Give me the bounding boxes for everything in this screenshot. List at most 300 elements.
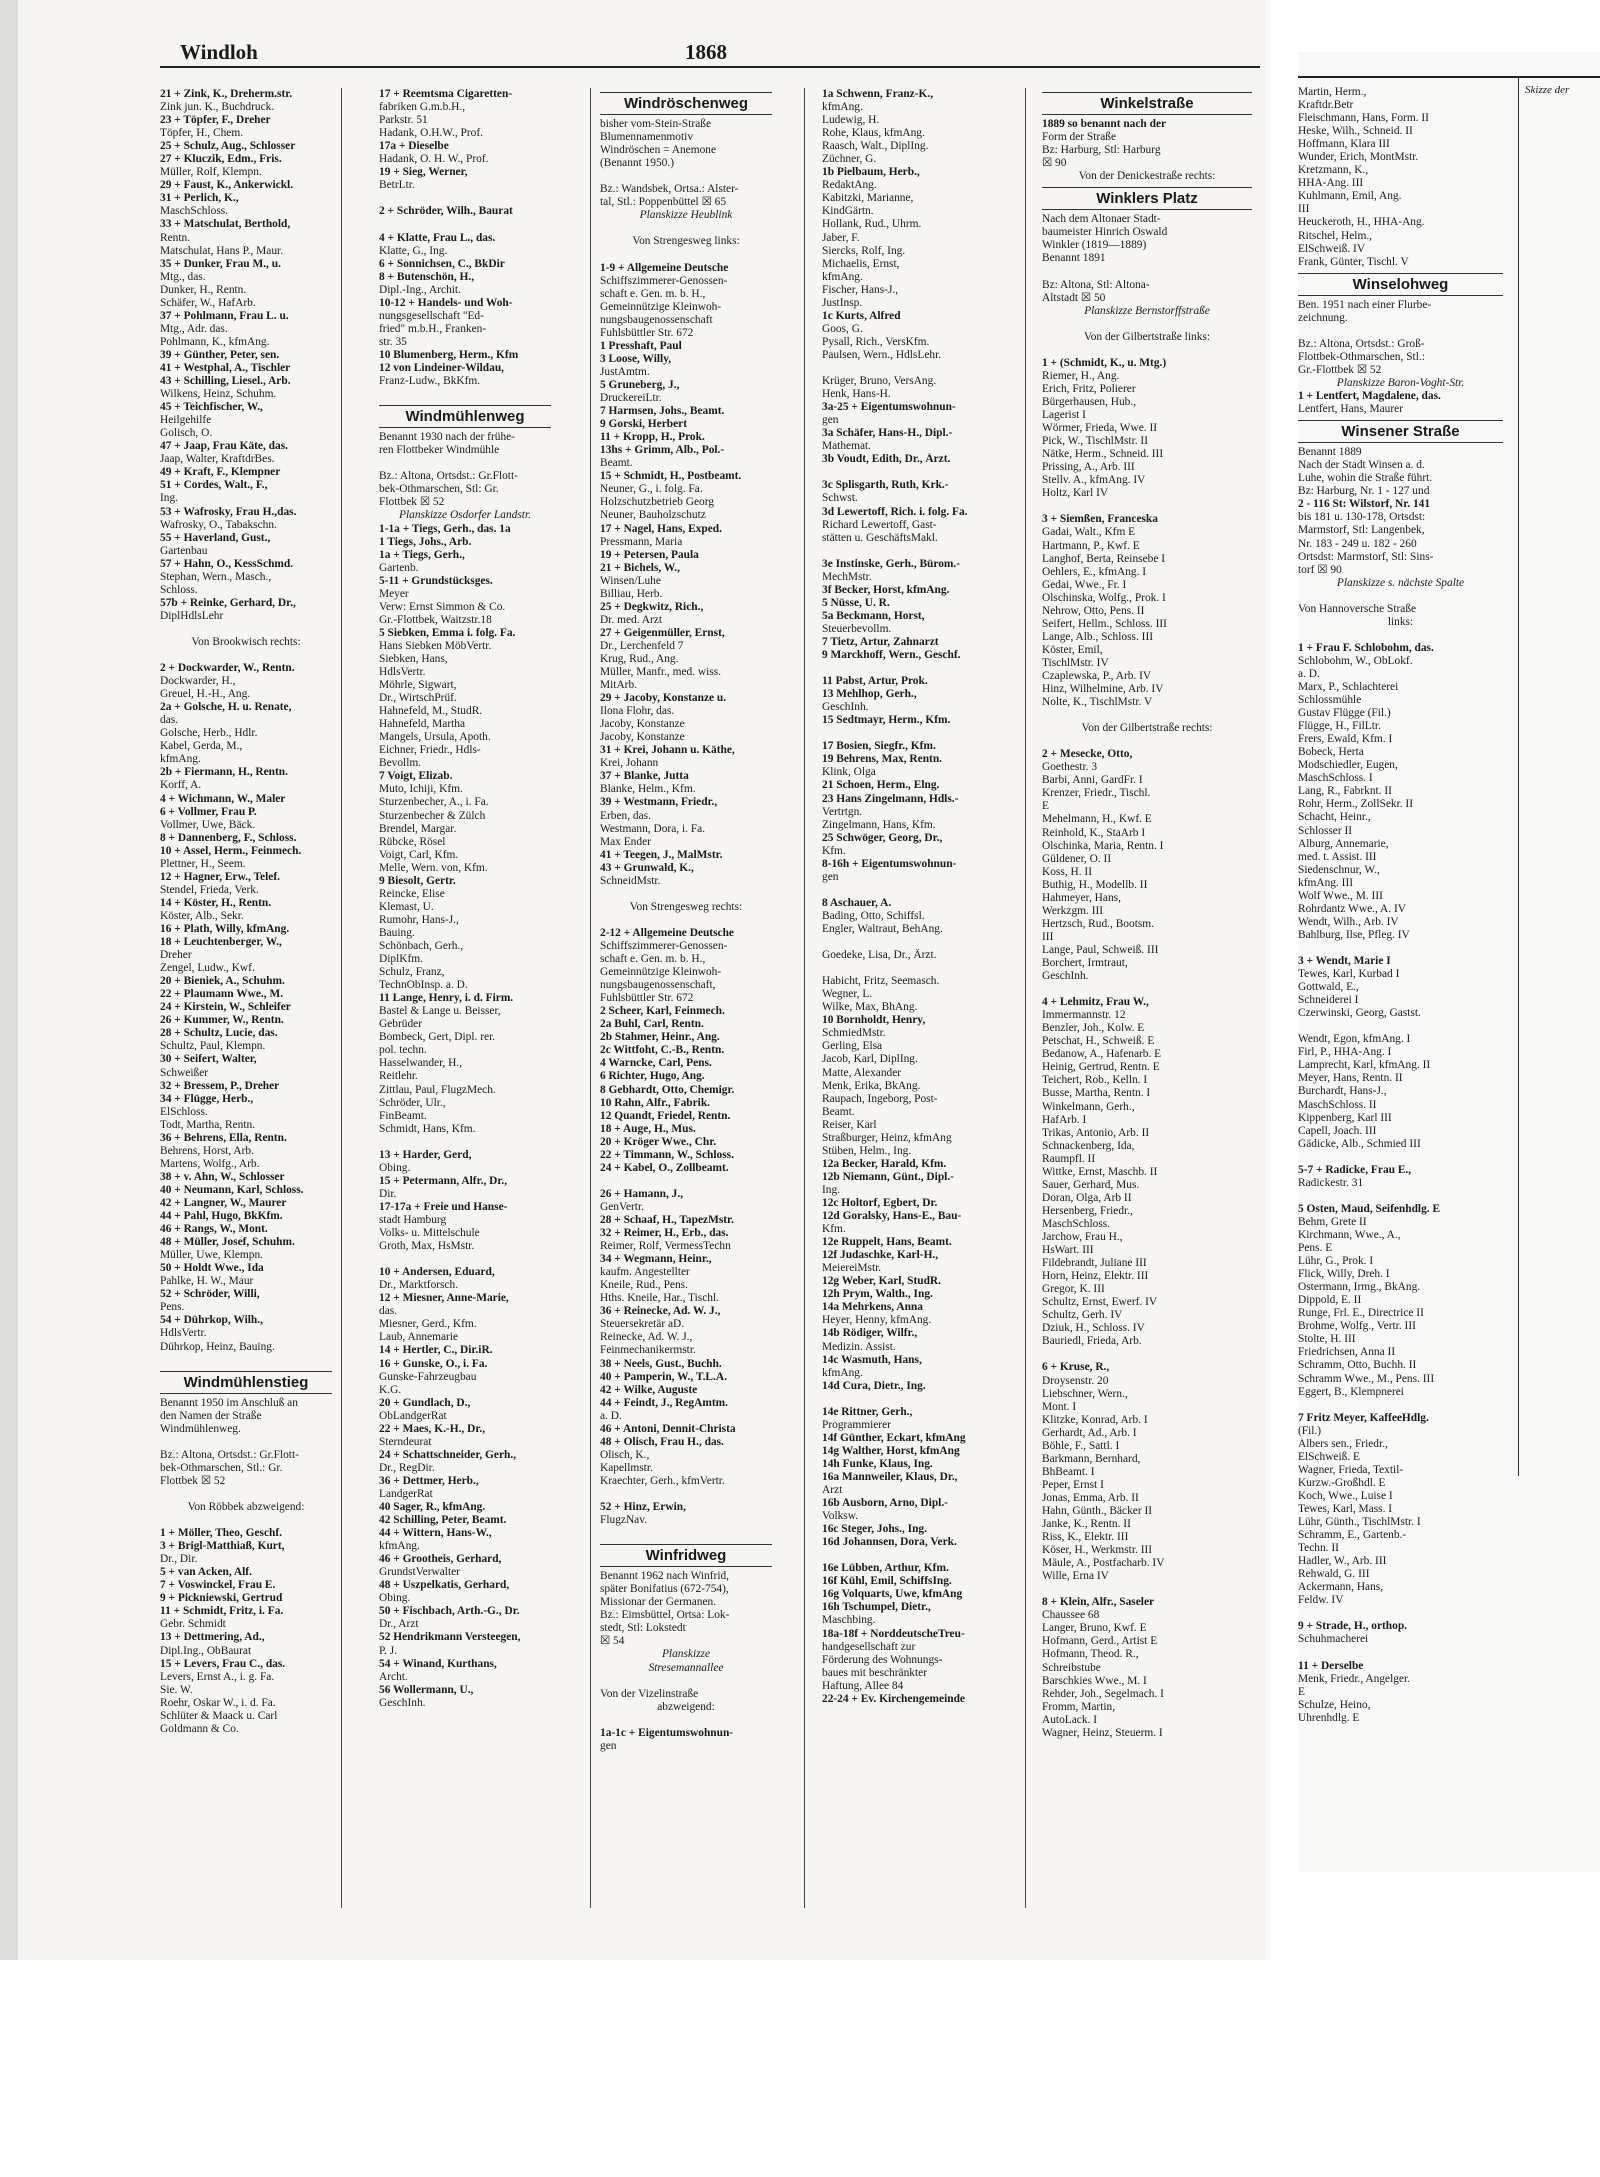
- page-number: 1868: [685, 40, 727, 64]
- directory-line: Ritschel, Helm.,: [1298, 229, 1373, 242]
- directory-line: 9 Gorski, Herbert: [600, 418, 687, 431]
- directory-line: Wafrosky, O., Tabakschn.: [160, 518, 277, 531]
- directory-line: 31 + Krei, Johann u. Käthe,: [600, 744, 735, 757]
- directory-line: Töpfer, H., Chem.: [160, 127, 244, 140]
- directory-line: Werkzgm. III: [1042, 904, 1104, 917]
- directory-line: Obing.: [379, 1161, 411, 1174]
- directory-line: Czaplewska, P., Arb. IV: [1042, 669, 1152, 682]
- directory-line: Mathemat.: [822, 440, 872, 453]
- directory-line: Gartenbau: [160, 544, 208, 557]
- directory-line: Richard Lewertoff, Gast-: [822, 518, 937, 531]
- directory-line: 12g Weber, Karl, StudR.: [822, 1275, 941, 1288]
- directory-line: Bauriedl, Frieda, Arb.: [1042, 1335, 1142, 1348]
- directory-line: 21 + Zink, K., Dreherm.str.: [160, 88, 293, 100]
- directory-line: Hadank, O.H.W., Prof.: [379, 127, 483, 140]
- directory-line: Gunske-Fahrzeugbau: [379, 1370, 477, 1383]
- directory-line: Sturzenbecher & Zülch: [379, 809, 486, 822]
- directory-line: 16a Mannweiler, Klaus, Dr.,: [822, 1470, 958, 1483]
- directory-line: (Fil.): [1298, 1424, 1322, 1437]
- directory-line: SchmiedMstr.: [822, 1027, 886, 1040]
- directory-line: Dr., WirtschPrüf.: [379, 692, 457, 705]
- directory-line: Pahlke, H. W., Maur: [160, 1275, 254, 1288]
- directory-line: 51 + Cordes, Walt., F.,: [160, 479, 268, 492]
- directory-line: 12c Holtorf, Egbert, Dr.: [822, 1196, 938, 1209]
- directory-line: Flottbek ☒ 52: [379, 496, 445, 509]
- directory-line: 6 Richter, Hugo, Ang.: [600, 1070, 705, 1083]
- directory-line: 28 + Schaaf, H., TapezMstr.: [600, 1213, 734, 1226]
- directory-line: 3 + Siemßen, Franceska: [1042, 513, 1158, 526]
- directory-line: 7 Harmsen, Johs., Beamt.: [600, 405, 725, 418]
- directory-line: Flick, Willy, Dreh. I: [1298, 1268, 1390, 1281]
- directory-line: 15 Sedtmayr, Herm., Kfm.: [822, 714, 951, 727]
- page-title: Windloh: [180, 40, 258, 64]
- directory-line: 5a Beckmann, Horst,: [822, 609, 925, 622]
- directory-line: 11 + Kropp, H., Prok.: [600, 431, 705, 444]
- directory-line: Neuner, G., i. folg. Fa.: [600, 483, 703, 496]
- directory-line: Nach dem Altonaer Stadt-: [1042, 213, 1161, 226]
- directory-line: Schlobohm, W., ObLokf.: [1298, 654, 1413, 667]
- directory-line: 8 Aschauer, A.: [822, 896, 892, 909]
- directory-line: schaft e. Gen. m. b. H.,: [600, 287, 706, 300]
- directory-line: Bz: Altona, Stl: Altona-: [1042, 278, 1150, 291]
- directory-line: Zink jun. K., Buchdruck.: [160, 101, 275, 114]
- directory-line: Kapellmstr.: [600, 1461, 653, 1474]
- directory-line: Meyer: [379, 587, 409, 600]
- directory-line: Goldmann & Co.: [160, 1722, 239, 1735]
- directory-line: Frank, Günter, Tischl. V: [1298, 255, 1409, 268]
- directory-line: [1042, 1583, 1252, 1596]
- directory-line: Schönbach, Gerh.,: [379, 940, 464, 952]
- directory-line: Horn, Heinz, Elektr. III: [1042, 1270, 1149, 1283]
- directory-line: Güldener, O. II: [1042, 852, 1112, 865]
- directory-line: Dockwarder, H.,: [160, 675, 236, 688]
- directory-line: Wendt, Egon, kfmAng. I: [1298, 1033, 1411, 1046]
- directory-line: pol. techn.: [379, 1044, 427, 1057]
- directory-line: [1298, 590, 1503, 603]
- directory-line: Krug, Rud., Ang.: [600, 652, 679, 665]
- directory-line: Gädicke, Alb., Schmied III: [1298, 1137, 1421, 1150]
- column-divider: [590, 88, 591, 1908]
- directory-line: 16h Tschumpel, Dietr.,: [822, 1601, 931, 1614]
- directory-line: Frers, Ewald, Kfm. I: [1298, 733, 1393, 746]
- directory-line: 2 Scheer, Karl, Feinmech.: [600, 1005, 725, 1018]
- directory-line: baumeister Hinrich Oswald: [1042, 226, 1168, 239]
- directory-line: 16c Steger, Johs., Ing.: [822, 1523, 927, 1536]
- directory-line: Altstadt ☒ 50: [1042, 291, 1106, 304]
- directory-line: Kraftdr.Betr: [1298, 99, 1354, 112]
- directory-line: 40 + Pamperin, W., T.L.A.: [600, 1370, 727, 1383]
- plan-sketch-ref: Planskizze s. nächste Spalte: [1336, 576, 1465, 589]
- directory-line: Dr., Dir.: [160, 1553, 198, 1566]
- directory-line: [822, 545, 994, 558]
- directory-line: [822, 662, 994, 675]
- directory-line: Müller, Uwe, Klempn.: [160, 1249, 263, 1262]
- directory-line: [1042, 266, 1252, 279]
- directory-line: kaufm. Angestellter: [600, 1266, 690, 1279]
- directory-line: Hoffmann, Klara III: [1298, 138, 1390, 151]
- directory-line: Lagerist I: [1042, 409, 1086, 422]
- directory-line: MitArb.: [600, 679, 638, 692]
- directory-line: Reinhold, K., StaArb I: [1042, 826, 1146, 839]
- directory-line: 5 + van Acken, Alf.: [160, 1566, 252, 1579]
- plan-sketch-ref: Planskizze Baron-Voght-Str.: [1336, 376, 1465, 389]
- directory-line: Eichner, Friedr., Hdls-: [379, 744, 481, 757]
- directory-line: 14c Wasmuth, Hans,: [822, 1353, 922, 1366]
- directory-line: baues mit beschränkter: [822, 1666, 928, 1679]
- directory-line: 25 + Degkwitz, Rich.,: [600, 600, 704, 613]
- directory-line: 24 + Kirstein, W., Schleifer: [160, 1001, 291, 1014]
- directory-line: Gemeinnützige Kleinwoh-: [600, 966, 722, 979]
- directory-line: Gerhardt, Ad., Arb. I: [1042, 1426, 1137, 1439]
- directory-line: Schnackenberg, Ida,: [1042, 1139, 1135, 1152]
- directory-line: MaschSchloss.: [1042, 1217, 1111, 1230]
- directory-line: Mäule, A., Postfacharb. IV: [1042, 1557, 1165, 1570]
- cross-street-label: links:: [1387, 615, 1414, 628]
- directory-line: 57 + Hahn, O., KessSchmd.: [160, 557, 294, 570]
- directory-line: nungsbaugenossenschaft,: [600, 979, 716, 992]
- directory-line: 26 + Kummer, W., Rentn.: [160, 1014, 284, 1027]
- directory-line: Kirchmann, Wwe., A.,: [1298, 1228, 1401, 1241]
- directory-line: Krüger, Bruno, VersAng.: [822, 375, 937, 388]
- directory-line: 12 von Lindeiner-Wildau,: [379, 361, 505, 374]
- directory-line: 35 + Dunker, Frau M., u.: [160, 257, 281, 270]
- directory-line: 7 Fritz Meyer, KaffeeHdlg.: [1298, 1411, 1429, 1424]
- directory-line: den Namen der Straße: [160, 1409, 262, 1422]
- directory-line: Straßburger, Heinz, kfmAng: [822, 1131, 952, 1144]
- directory-line: Bz: Harburg, Nr. 1 - 127 und: [1298, 485, 1430, 498]
- directory-line: Volks- u. Mittelschule: [379, 1227, 480, 1240]
- directory-line: Goedeke, Lisa, Dr., Ärzt.: [822, 949, 937, 962]
- directory-line: Wegner, L.: [822, 988, 873, 1001]
- directory-line: 16 + Gunske, O., i. Fa.: [379, 1357, 488, 1370]
- directory-line: Gedai, Wwe., Fr. I: [1042, 578, 1127, 591]
- directory-line: Modschiedler, Eugen,: [1298, 759, 1398, 772]
- directory-line: Riemer, H., Ang.: [1042, 369, 1120, 382]
- directory-line: Köster, Alb., Sekr.: [160, 909, 244, 922]
- directory-line: 45 + Teichfischer, W.,: [160, 401, 263, 414]
- directory-line: [600, 170, 772, 183]
- column-4: [822, 88, 994, 1908]
- directory-line: Lühr, Günth., TischlMstr. I: [1298, 1516, 1421, 1529]
- directory-line: [600, 888, 772, 901]
- directory-line: Matte, Alexander: [822, 1066, 902, 1079]
- directory-line: Mangels, Ursula, Apoth.: [379, 731, 491, 744]
- directory-line: [379, 1253, 551, 1266]
- directory-line: Gregor, K. III: [1042, 1283, 1105, 1296]
- street-heading: Winklers Platz: [1042, 187, 1252, 210]
- directory-line: MechMstr.: [822, 570, 872, 583]
- directory-line: 12 + Hagner, Erw., Telef.: [160, 870, 280, 883]
- plan-sketch-ref: Planskizze: [661, 1648, 711, 1661]
- directory-line: [1042, 318, 1252, 331]
- directory-line: Hofmann, Gerd., Artist E: [1042, 1635, 1158, 1648]
- directory-line: bis 181 u. 130-178, Ortsdst:: [1298, 511, 1426, 524]
- directory-line: Burchardt, Hans-J.,: [1298, 1085, 1387, 1098]
- directory-line: [160, 1514, 332, 1527]
- directory-line: Schulz, Franz,: [379, 966, 445, 979]
- directory-line: BetrLtr.: [379, 179, 415, 192]
- directory-line: Schwst.: [822, 492, 858, 505]
- directory-line: Hasselwander, H.,: [379, 1057, 463, 1070]
- directory-line: 20 + Gundlach, D.,: [379, 1396, 471, 1409]
- directory-line: Bombeck, Gert, Dipl. rer.: [379, 1031, 496, 1044]
- directory-line: [600, 249, 772, 262]
- directory-line: Ing.: [160, 492, 179, 505]
- directory-line: [379, 388, 551, 401]
- directory-line: 46 + Rangs, W., Mont.: [160, 1223, 268, 1236]
- directory-line: Siercks, Rolf, Ing.: [822, 244, 906, 257]
- directory-line: 39 + Günther, Peter, sen.: [160, 348, 280, 361]
- directory-line: Bevollm.: [379, 757, 422, 770]
- directory-line: 25 + Schulz, Aug., Schlosser: [160, 140, 296, 153]
- directory-line: Beamt.: [822, 1105, 855, 1118]
- cross-street-label: Von Strengesweg rechts:: [629, 900, 743, 913]
- directory-line: GenVertr.: [600, 1200, 644, 1213]
- directory-line: [1298, 1646, 1503, 1659]
- directory-line: kfmAng.: [379, 1540, 420, 1553]
- directory-line: Zittlau, Paul, FlugzMech.: [379, 1083, 496, 1096]
- directory-line: Müller, Rolf, Klempn.: [160, 166, 262, 179]
- directory-line: 9 Biesolt, Gertr.: [379, 874, 456, 887]
- directory-line: Schlüter & Maack u. Carl: [160, 1709, 278, 1722]
- directory-line: Schweißer: [160, 1066, 209, 1079]
- directory-line: 1 + (Schmidt, K., u. Mtg.): [1042, 356, 1167, 369]
- directory-line: Techn. II: [1298, 1542, 1339, 1555]
- directory-line: 8 + Butenschön, H.,: [379, 270, 475, 283]
- directory-line: 10 Bornholdt, Henry,: [822, 1014, 926, 1027]
- directory-line: [379, 192, 551, 205]
- directory-line: Von Hannoversche Straße: [1298, 602, 1417, 615]
- directory-line: Martin, Herm.,: [1298, 86, 1367, 98]
- directory-line: 50 + Holdt Wwe., Ida: [160, 1262, 264, 1275]
- directory-line: 9 + Pickniewski, Gertrud: [160, 1592, 283, 1605]
- directory-line: Schramm, E., Gartenb.-: [1298, 1529, 1407, 1542]
- directory-line: Schneiderei I: [1298, 994, 1359, 1007]
- directory-line: [160, 623, 332, 636]
- directory-line: 12e Ruppelt, Hans, Beamt.: [822, 1236, 952, 1249]
- directory-line: 16e Lübben, Arthur, Kfm.: [822, 1562, 949, 1575]
- directory-line: Volksw.: [822, 1510, 859, 1523]
- directory-line: Buthig, H., Modellb. II: [1042, 878, 1148, 891]
- column-3: [600, 88, 772, 1908]
- directory-line: Brohme, Wolfg., Vertr. III: [1298, 1320, 1416, 1333]
- directory-line: Reincke, Elise: [379, 887, 445, 900]
- directory-line: Neuner, Bauholzschutz: [600, 509, 706, 522]
- directory-line: 10 + Andersen, Eduard,: [379, 1266, 495, 1279]
- directory-line: fabriken G.m.b.H.,: [379, 101, 466, 114]
- directory-line: Schramm Wwe., M., Pens. III: [1298, 1372, 1435, 1385]
- directory-line: 44 + Feindt, J., RegAmtm.: [600, 1396, 728, 1409]
- directory-line: bek-Othmarschen, Stl.: Gr.: [160, 1461, 283, 1474]
- directory-line: 46 + Grootheis, Gerhard,: [379, 1553, 502, 1566]
- directory-line: 13hs + Grimm, Alb., Pol.-: [600, 444, 725, 457]
- directory-line: 5 Siebken, Emma i. folg. Fa.: [379, 626, 516, 639]
- directory-line: Wörmer, Frieda, Wwe. II: [1042, 422, 1158, 435]
- directory-line: 14a Mehrkens, Anna: [822, 1301, 923, 1314]
- directory-line: Rohrdantz Wwe., A. IV: [1298, 902, 1406, 915]
- directory-line: GeschInh.: [1042, 970, 1089, 983]
- directory-line: stadt Hamburg: [379, 1213, 447, 1226]
- directory-line: Immermannstr. 12: [1042, 1009, 1126, 1022]
- directory-line: Dziuk, H., Schloss. IV: [1042, 1322, 1145, 1335]
- directory-line: Hertzsch, Rud., Bootsm.: [1042, 917, 1154, 930]
- directory-line: 3 Loose, Willy,: [600, 352, 672, 365]
- directory-line: DruckereiLtr.: [600, 392, 662, 405]
- directory-line: Goethestr. 3: [1042, 761, 1098, 774]
- directory-line: Hinz, Wilhelmine, Arb. IV: [1042, 683, 1164, 696]
- directory-line: SchneidMstr.: [600, 874, 661, 887]
- directory-line: Billiau, Herb.: [600, 587, 663, 600]
- directory-line: Busse, Martha, Rentn. I: [1042, 1087, 1151, 1100]
- directory-line: Fromm, Martin,: [1042, 1700, 1116, 1713]
- directory-line: ☒ 54: [600, 1635, 625, 1648]
- directory-line: MaschSchloss. I: [1298, 772, 1373, 785]
- directory-line: Haftung, Allee 84: [822, 1679, 904, 1692]
- directory-line: 36 + Dettmer, Herb.,: [379, 1474, 479, 1487]
- directory-line: GeschInh.: [379, 1696, 426, 1709]
- directory-line: Schreibstube: [1042, 1661, 1101, 1674]
- directory-line: [822, 727, 994, 740]
- directory-line: Jacob, Karl, DiplIng.: [822, 1053, 918, 1066]
- directory-line: Archt.: [379, 1670, 408, 1683]
- directory-line: JustInsp.: [822, 296, 863, 309]
- directory-line: 22 + Plaumann Wwe., M.: [160, 988, 284, 1001]
- directory-line: Goos, G.: [822, 322, 863, 335]
- directory-line: 23 Hans Zingelmann, Hdls.-: [822, 792, 959, 805]
- directory-line: 36 + Reinecke, Ad. W. J.,: [600, 1305, 721, 1318]
- directory-line: Ostermann, Irmg., BkAng.: [1298, 1281, 1421, 1294]
- directory-line: Chaussee 68: [1042, 1609, 1100, 1622]
- directory-line: Marx, P., Schlachterei: [1298, 681, 1399, 694]
- directory-line: 52 + Schröder, Willi,: [160, 1288, 260, 1301]
- directory-line: Erich, Fritz, Polierer: [1042, 382, 1136, 395]
- directory-line: bisher vom-Stein-Straße: [600, 118, 712, 131]
- directory-line: Koss, H. II: [1042, 865, 1092, 878]
- directory-line: zeichnung.: [1298, 311, 1348, 324]
- street-heading: Winsener Straße: [1298, 420, 1503, 443]
- directory-line: schaft e. Gen. m. b. H.,: [600, 953, 706, 966]
- directory-line: Wendt, Wilh., Arb. IV: [1298, 915, 1399, 928]
- directory-line: 7 + Voswinckel, Frau E.: [160, 1579, 276, 1592]
- directory-line: Menk, Erika, BkAng.: [822, 1079, 921, 1092]
- directory-line: 47 + Jaap, Frau Käte, das.: [160, 440, 288, 453]
- directory-line: Benannt 1889: [1298, 446, 1362, 459]
- directory-line: 4 Warncke, Carl, Pens.: [600, 1057, 712, 1070]
- directory-line: Benannt 1891: [1042, 252, 1106, 265]
- directory-line: 12 Quandt, Friedel, Rentn.: [600, 1109, 731, 1122]
- directory-line: Lamprecht, Karl, kfmAng. II: [1298, 1059, 1431, 1072]
- directory-line: Sturzenbecher, A., i. Fa.: [379, 796, 489, 809]
- directory-line: Melle, Wern. von, Kfm.: [379, 861, 488, 874]
- directory-line: kfmAng.: [822, 101, 863, 114]
- directory-line: Schmidt, Hans, Kfm.: [379, 1122, 476, 1135]
- directory-line: 17 + Reemtsma Cigaretten-: [379, 88, 513, 100]
- directory-line: fried" m.b.H., Franken-: [379, 322, 487, 335]
- directory-line: Tewes, Karl, Kurbad I: [1298, 968, 1400, 981]
- directory-line: Dr., Lerchenfeld 7: [600, 639, 684, 652]
- directory-line: 2a Buhl, Carl, Rentn.: [600, 1018, 704, 1031]
- directory-line: Vertrtgn.: [822, 805, 863, 818]
- directory-line: Winkelmann, Gerh.,: [1042, 1100, 1135, 1113]
- directory-line: Züchner, G.: [822, 153, 877, 166]
- directory-line: Klink, Olga: [822, 766, 876, 779]
- directory-line: 1-1a + Tiegs, Gerh., das. 1a: [379, 522, 511, 535]
- directory-line: Hahnefeld, Martha: [379, 718, 466, 731]
- directory-line: Trikas, Antonio, Arb. II: [1042, 1126, 1150, 1139]
- directory-line: Barbi, Anni, GardFr. I: [1042, 774, 1143, 787]
- directory-line: handgesellschaft zur: [822, 1640, 916, 1653]
- directory-line: 42 + Langner, W., Maurer: [160, 1196, 287, 1209]
- directory-line: Kuhlmann, Emil, Ang.: [1298, 190, 1402, 203]
- directory-line: Oehlers, E., kfmAng. I: [1042, 565, 1147, 578]
- directory-line: [600, 1675, 772, 1688]
- directory-line: Prissing, A., Arb. III: [1042, 461, 1135, 474]
- directory-line: Gottwald, E.,: [1298, 981, 1359, 994]
- directory-line: 38 + Neels, Gust., Buchh.: [600, 1357, 722, 1370]
- directory-line: Windröschen = Anemone: [600, 144, 717, 157]
- directory-line: Hahnefeld, M., StudR.: [379, 705, 483, 718]
- directory-line: Ing.: [822, 1183, 841, 1196]
- directory-line: kfmAng. III: [1298, 876, 1354, 889]
- directory-line: Kneile, Rud., Pens.: [600, 1279, 688, 1292]
- directory-line: Langer, Bruno, Kwf. E: [1042, 1622, 1147, 1635]
- directory-line: [1298, 1020, 1503, 1033]
- directory-line: [600, 1175, 772, 1188]
- column-5: [1042, 88, 1252, 1908]
- directory-line: Benannt 1950 im Anschluß an: [160, 1396, 298, 1409]
- directory-line: 1 + Lentfert, Magdalene, das.: [1298, 390, 1441, 403]
- directory-line: Michaelis, Ernst,: [822, 257, 900, 270]
- directory-line: 14e Rittner, Gerh.,: [822, 1405, 913, 1418]
- directory-line: 22 + Timmann, W., Schloss.: [600, 1148, 734, 1161]
- directory-line: Gebr. Schmidt: [160, 1618, 226, 1631]
- directory-line: Maschbing.: [822, 1614, 876, 1627]
- directory-line: Dr., RegDir.: [379, 1461, 435, 1474]
- directory-line: Missionar der Germanen.: [600, 1596, 717, 1609]
- directory-line: Hahn, Günth., Bäcker II: [1042, 1504, 1153, 1517]
- directory-line: Reimer, Rolf, VermessTechn: [600, 1240, 731, 1253]
- cross-street-label: Von der Gilbertstraße rechts:: [1081, 722, 1213, 735]
- directory-line: Engler, Waltraut, BehAng.: [822, 923, 943, 935]
- directory-line: Medizin. Assist.: [822, 1340, 896, 1353]
- directory-line: Fuhlsbüttler Str. 672: [600, 992, 694, 1005]
- directory-line: Winsen/Luhe: [600, 574, 661, 587]
- directory-line: Muto, Ichiji, Kfm.: [379, 783, 463, 796]
- directory-line: Greuel, H.-H., Ang.: [160, 688, 251, 701]
- directory-line: Sauer, Gerhard, Mus.: [1042, 1178, 1140, 1191]
- directory-line: Parkstr. 51: [379, 114, 428, 127]
- directory-line: Mont. I: [1042, 1400, 1077, 1413]
- directory-line: 4 + Klatte, Frau L., das.: [379, 231, 496, 244]
- directory-line: 2a + Golsche, H. u. Renate,: [160, 701, 292, 714]
- directory-line: Schloss.: [160, 583, 198, 596]
- directory-line: Wagner, Heinz, Steuerm. I: [1042, 1726, 1163, 1739]
- directory-line: Todt, Martha, Rentn.: [160, 1118, 256, 1131]
- directory-line: 4 + Wichmann, W., Maler: [160, 792, 286, 805]
- directory-line: 22 + Maes, K.-H., Dr.,: [379, 1422, 486, 1435]
- directory-line: 39 + Westmann, Friedr.,: [600, 796, 718, 809]
- facing-page-column: [1298, 86, 1503, 1725]
- directory-line: Koch, Wwe., Luise I: [1298, 1489, 1393, 1502]
- directory-line: Bobeck, Herta: [1298, 746, 1364, 759]
- street-heading: Windröschenweg: [600, 92, 772, 115]
- directory-line: Bz.: Altona, Ortsdst.: Gr.Flott-: [160, 1448, 299, 1461]
- directory-line: Bürgerhausen, Hub.,: [1042, 395, 1137, 408]
- directory-line: Reitlehr.: [379, 1070, 418, 1083]
- directory-line: Bedanow, A., Hafenarb. E: [1042, 1048, 1162, 1061]
- directory-line: Stellv. A., kfmAng. IV: [1042, 474, 1146, 487]
- directory-line: HdlsVertr.: [379, 666, 426, 679]
